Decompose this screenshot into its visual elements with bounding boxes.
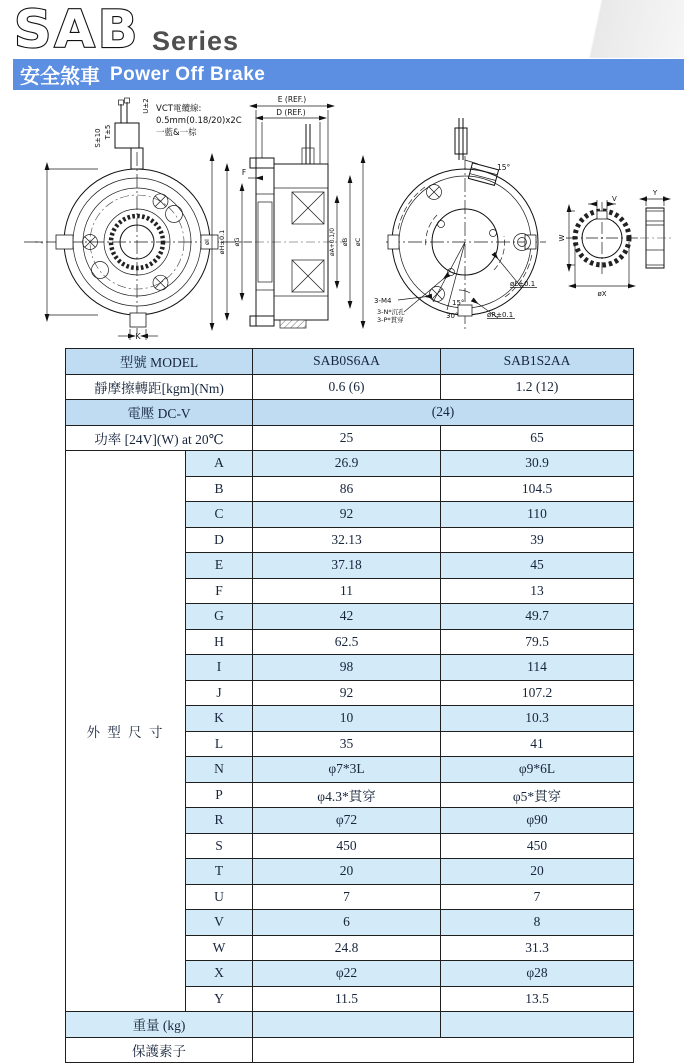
value-cell: 20	[441, 859, 634, 885]
value-cell: 0.6 (6)	[253, 374, 441, 400]
dim-label-t: T±5	[104, 124, 112, 140]
dim-letter-cell: G	[186, 604, 253, 630]
value-cell: 39	[441, 527, 634, 553]
row-label-cell: 電壓 DC-V	[66, 400, 253, 426]
value-cell: SAB1S2AA	[441, 349, 634, 375]
value-cell	[441, 1012, 634, 1038]
spec-table	[65, 348, 634, 1063]
banner-title-en: Power Off Brake	[110, 63, 266, 85]
value-cell: 32.13	[253, 527, 441, 553]
dim-letter-cell: K	[186, 706, 253, 732]
value-cell: 450	[441, 833, 634, 859]
dim-letter-cell: W	[186, 935, 253, 961]
value-cell: φ4.3*貫穿	[253, 782, 441, 808]
value-cell: (24)	[253, 400, 634, 426]
value-cell: 42	[253, 604, 441, 630]
dim-label-g: øG	[233, 237, 241, 247]
value-cell: 45	[441, 553, 634, 579]
header-wedge-decoration	[484, 0, 684, 58]
value-cell: 114	[441, 655, 634, 681]
value-cell: 31.3	[441, 935, 634, 961]
value-cell: φ28	[441, 961, 634, 987]
value-cell: 65	[441, 425, 634, 451]
dim-label-k: K	[135, 332, 141, 341]
tap-note: 3-M4	[374, 297, 392, 305]
series-label: Series	[152, 26, 240, 56]
angle-label-bottom: 30°	[446, 312, 459, 320]
dim-letter-cell: Y	[186, 986, 253, 1012]
dim-letter-cell: P	[186, 782, 253, 808]
value-cell: 35	[253, 731, 441, 757]
dim-label-f: F	[241, 168, 247, 177]
value-cell: 13.5	[441, 986, 634, 1012]
dim-letter-cell: U	[186, 884, 253, 910]
dim-letter-cell: D	[186, 527, 253, 553]
dim-letter-cell: S	[186, 833, 253, 859]
table-row	[66, 400, 634, 426]
value-cell: 7	[441, 884, 634, 910]
dim-letter-cell: A	[186, 451, 253, 477]
front-view-drawing	[24, 98, 252, 341]
section-view-drawing	[203, 95, 363, 328]
dim-letter-cell: I	[186, 655, 253, 681]
dim-letter-cell: E	[186, 553, 253, 579]
value-cell	[253, 1012, 441, 1038]
dim-label-u: U±2	[142, 98, 150, 114]
dim-label-s: S±10	[94, 128, 102, 148]
dim-letter-cell: R	[186, 808, 253, 834]
dim-label-y: Y	[652, 189, 658, 197]
value-cell: 86	[253, 476, 441, 502]
table-row	[66, 1037, 634, 1063]
value-cell: 107.2	[441, 680, 634, 706]
dim-label-v: V	[612, 195, 617, 203]
dim-label-j: J	[34, 240, 43, 244]
cable-note-line1: VCT電纜線:	[156, 104, 202, 114]
table-row	[66, 1012, 634, 1038]
value-cell: 10	[253, 706, 441, 732]
value-cell: φ5*貫穿	[441, 782, 634, 808]
value-cell: 49.7	[441, 604, 634, 630]
value-cell: 24.8	[253, 935, 441, 961]
table-row	[66, 349, 634, 375]
value-cell: 37.18	[253, 553, 441, 579]
value-cell: φ22	[253, 961, 441, 987]
value-cell: 450	[253, 833, 441, 859]
value-cell: 92	[253, 502, 441, 528]
dim-letter-cell: X	[186, 961, 253, 987]
value-cell: 25	[253, 425, 441, 451]
technical-drawings	[0, 90, 684, 348]
dim-group-label: 外 型 尺 寸	[66, 451, 186, 1012]
value-cell: 6	[253, 910, 441, 936]
value-cell: φ72	[253, 808, 441, 834]
value-cell: 104.5	[441, 476, 634, 502]
value-cell: 10.3	[441, 706, 634, 732]
value-cell: SAB0S6AA	[253, 349, 441, 375]
dim-letter-cell: C	[186, 502, 253, 528]
dim-label-d: D (REF.)	[276, 108, 306, 117]
value-cell: 11	[253, 578, 441, 604]
angle-label-top: 15°	[497, 163, 511, 172]
value-cell: 8	[441, 910, 634, 936]
hole-note-p: 3-P*貫穿	[377, 316, 404, 324]
value-cell: φ7*3L	[253, 757, 441, 783]
dim-label-i: øI	[203, 239, 211, 245]
value-cell: 92	[253, 680, 441, 706]
dim-label-h: øH±0.1	[218, 229, 226, 255]
row-label-cell: 靜摩擦轉距[kgm](Nm)	[66, 374, 253, 400]
cable-note-line2: 0.5mm(0.18/20)x2C	[156, 116, 242, 126]
value-cell: 11.5	[253, 986, 441, 1012]
spec-table-container	[65, 348, 634, 1063]
dim-label-w: W	[558, 234, 566, 242]
product-banner	[13, 59, 684, 90]
value-cell: 41	[441, 731, 634, 757]
dim-label-l: øL±0.1	[510, 280, 536, 288]
dim-letter-cell: J	[186, 680, 253, 706]
dim-label-x: øX	[597, 290, 607, 298]
dim-letter-cell: V	[186, 910, 253, 936]
row-label-cell: 重量 (kg)	[66, 1012, 253, 1038]
value-cell: 98	[253, 655, 441, 681]
table-row	[66, 425, 634, 451]
dim-label-b: øB	[341, 237, 349, 247]
value-cell: φ9*6L	[441, 757, 634, 783]
value-cell: 79.5	[441, 629, 634, 655]
hub-view-drawing	[558, 189, 672, 298]
dim-letter-cell: H	[186, 629, 253, 655]
page-header	[0, 0, 684, 58]
dim-label-a: øA+0.1/0	[329, 227, 336, 257]
value-cell: 30.9	[441, 451, 634, 477]
dim-label-e: E (REF.)	[277, 95, 307, 104]
table-row	[66, 451, 634, 477]
angle-label-mid: 15°	[452, 299, 465, 307]
value-cell: 13	[441, 578, 634, 604]
row-label-cell: 型號 MODEL	[66, 349, 253, 375]
value-cell: 20	[253, 859, 441, 885]
table-row	[66, 374, 634, 400]
dim-label-c: øC	[354, 237, 362, 247]
value-cell: φ90	[441, 808, 634, 834]
dim-letter-cell: T	[186, 859, 253, 885]
dim-letter-cell: L	[186, 731, 253, 757]
value-cell	[253, 1037, 634, 1063]
hole-note-n: 3-N*沉孔	[377, 308, 405, 316]
dim-letter-cell: B	[186, 476, 253, 502]
brand-logo	[12, 2, 162, 58]
value-cell: 7	[253, 884, 441, 910]
cable-note-line3: 一藍&一棕	[156, 128, 197, 138]
value-cell: 1.2 (12)	[441, 374, 634, 400]
value-cell: 110	[441, 502, 634, 528]
value-cell: 26.9	[253, 451, 441, 477]
dim-label-r: øR±0.1	[487, 311, 514, 319]
dim-letter-cell: F	[186, 578, 253, 604]
banner-title-zh: 安全煞車	[20, 66, 100, 88]
row-label-cell: 保護素子	[66, 1037, 253, 1063]
spec-table-body	[66, 349, 634, 1063]
back-view-drawing	[374, 118, 546, 330]
brand-text: SAB	[14, 2, 141, 58]
dim-letter-cell: N	[186, 757, 253, 783]
value-cell: 62.5	[253, 629, 441, 655]
row-label-cell: 功率 [24V](W) at 20℃	[66, 425, 253, 451]
